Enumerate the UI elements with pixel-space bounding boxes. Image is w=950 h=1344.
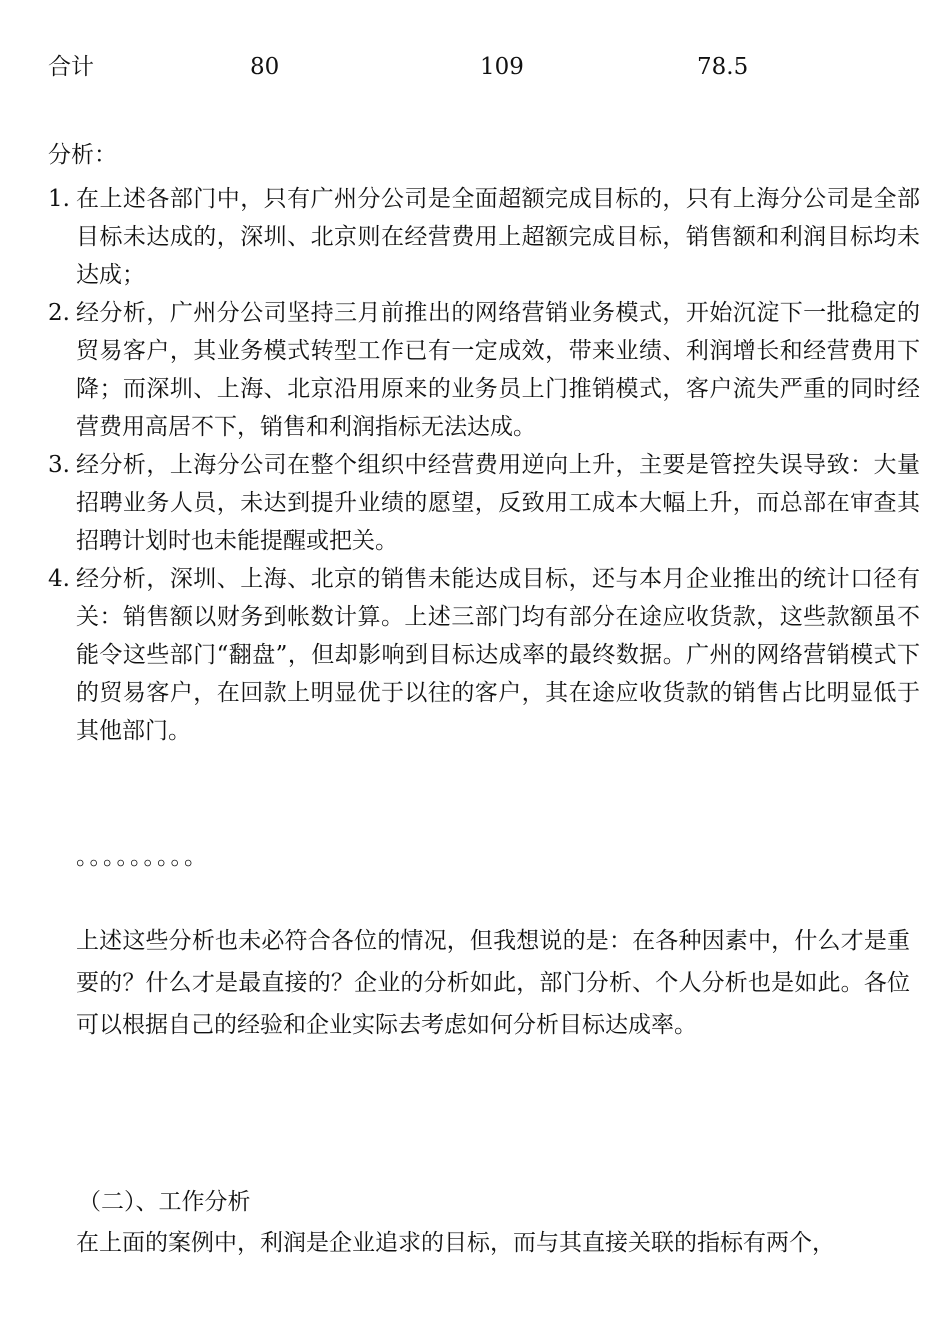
analysis-list <box>48 180 920 750</box>
list-item <box>48 294 920 446</box>
summary-paragraph: 上述这些分析也未必符合各位的情况，但我想说的是：在各种因素中，什么才是重要的？什么才是最直接的？企业的分析如此，部门分析、个人分析也是如此。各位可以根据自己的经验和企业实际去考虑如何分析目标达成率。 <box>76 928 910 1038</box>
list-item <box>48 560 920 750</box>
list-item-text: 经分析，上海分公司在整个组织中经营费用逆向上升，主要是管控失误导致：大量招聘业务人员，未达到提升业绩的愿望，反致用工成本大幅上升，而总部在审查其招聘计划时也未能提醒或把关。 <box>76 452 920 554</box>
section-paragraph: 在上面的案例中，利润是企业追求的目标，而与其直接关联的指标有两个， <box>76 1230 835 1256</box>
total-row-value-3: 78.5 <box>697 54 749 80</box>
analysis-heading: 分析： <box>48 142 117 168</box>
list-item <box>48 446 920 560</box>
list-item <box>48 180 920 294</box>
total-row-label: 合计 <box>48 54 94 80</box>
list-item-text: 经分析，广州分公司坚持三月前推出的网络营销业务模式，开始沉淀下一批稳定的贸易客户，其业务模式转型工作已有一定成效，带来业绩、利润增长和经营费用下降；而深圳、上海、北京沿用原来的业务员上门推销模式，客户流失严重的同时经营费用高居不下，销售和利润指标无法达成。 <box>76 300 920 440</box>
list-item-number: 4. <box>48 566 70 592</box>
ellipsis-dots: 。。。。。。。。。 <box>76 844 209 870</box>
list-item-text: 经分析，深圳、上海、北京的销售未能达成目标，还与本月企业推出的统计口径有关：销售额以财务到帐数计算。上述三部门均有部分在途应收货款，这些款额虽不能令这些部门“翻盘”，但却影响到目标达成率的最终数据。广州的网络营销模式下的贸易客户，在回款上明显优于以往的客户，其在途应收货款的销售占比明显低于其他部门。 <box>76 566 920 744</box>
list-item-number: 1. <box>48 186 70 212</box>
list-item-number: 3. <box>48 452 70 478</box>
list-item-text: 在上述各部门中，只有广州分公司是全面超额完成目标的，只有上海分公司是全部目标未达成的，深圳、北京则在经营费用上超额完成目标，销售额和利润目标均未达成； <box>76 186 920 288</box>
total-row-value-2: 109 <box>480 54 524 80</box>
total-row-value-1: 80 <box>250 54 280 80</box>
list-item-number: 2. <box>48 300 70 326</box>
section-heading: （二）、工作分析 <box>78 1189 251 1215</box>
